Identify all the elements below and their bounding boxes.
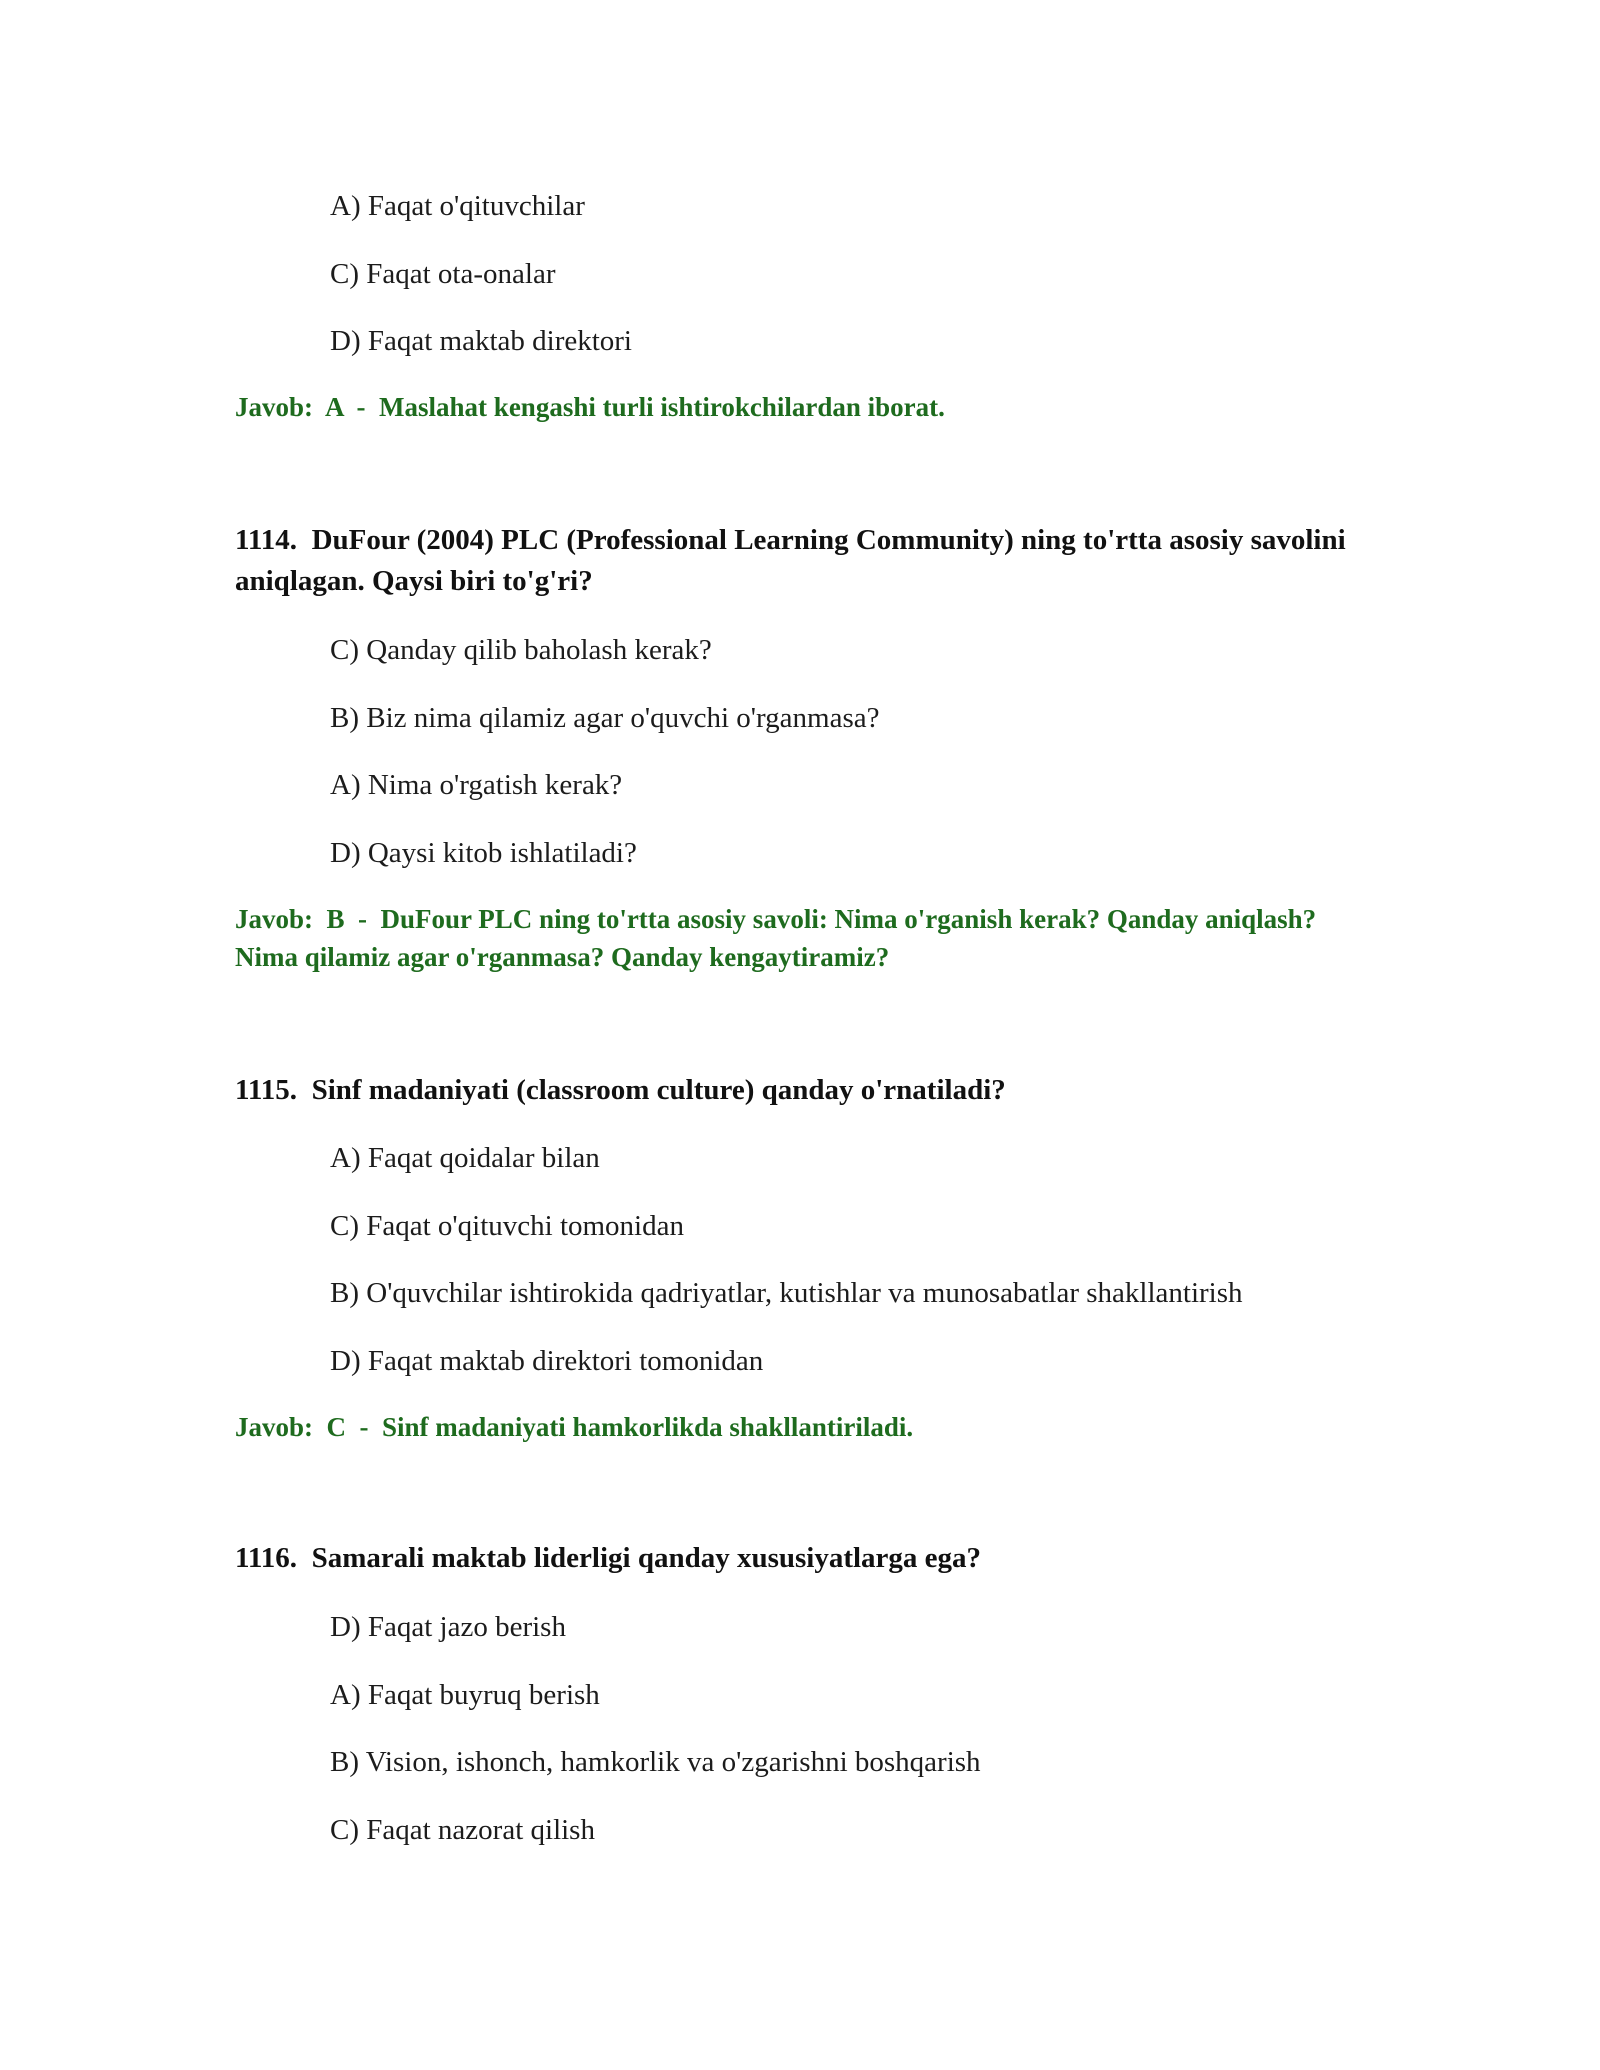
- top-option-a: A) Faqat o'qituvchilar: [330, 190, 585, 222]
- q1114-option-c: C) Qanday qilib baholash kerak?: [330, 634, 712, 666]
- question-number: 1116.: [235, 1542, 298, 1574]
- top-answer: [235, 388, 1365, 426]
- answer-dash: -: [356, 392, 366, 422]
- top-option-c: C) Faqat ota-onalar: [330, 258, 556, 290]
- question-1114: [235, 520, 1365, 602]
- answer-text: DuFour PLC ning to'rtta asosiy savoli: Nima o'rganish kerak? Qanday aniqlash? Nima qilamiz agar o'rganmasa? Qanday kengaytiramiz?: [235, 904, 1317, 972]
- answer-letter: A: [325, 392, 344, 422]
- answer-dash: -: [359, 1412, 369, 1442]
- question-text: Samarali maktab liderligi qanday xususiyatlarga ega?: [311, 1542, 982, 1574]
- question-1115: [235, 1070, 1365, 1111]
- question-number: 1115.: [235, 1074, 298, 1106]
- q1116-option-d: D) Faqat jazo berish: [330, 1611, 566, 1643]
- q1114-answer: [235, 900, 1365, 976]
- q1115-option-d: D) Faqat maktab direktori tomonidan: [330, 1345, 764, 1377]
- q1114-option-d: D) Qaysi kitob ishlatiladi?: [330, 837, 637, 869]
- answer-letter: C: [326, 1412, 347, 1442]
- question-number: 1114.: [235, 524, 298, 556]
- q1115-answer: [235, 1408, 1365, 1446]
- answer-letter: B: [326, 904, 345, 934]
- question-text: DuFour (2004) PLC (Professional Learning Community) ning to'rtta asosiy savolini aniqlagan. Qaysi biri to'g'ri?: [235, 524, 1346, 597]
- top-option-d: D) Faqat maktab direktori: [330, 325, 632, 357]
- q1116-option-a: A) Faqat buyruq berish: [330, 1679, 600, 1711]
- q1116-option-c: C) Faqat nazorat qilish: [330, 1814, 595, 1846]
- answer-text: Maslahat kengashi turli ishtirokchilardan iborat.: [379, 392, 945, 422]
- q1114-option-b: B) Biz nima qilamiz agar o'quvchi o'rganmasa?: [330, 702, 880, 734]
- q1115-option-c: C) Faqat o'qituvchi tomonidan: [330, 1210, 684, 1242]
- q1114-option-a: A) Nima o'rgatish kerak?: [330, 769, 623, 801]
- answer-label: Javob:: [235, 904, 314, 934]
- answer-label: Javob:: [235, 392, 314, 422]
- question-text: Sinf madaniyati (classroom culture) qanday o'rnatiladi?: [311, 1074, 1006, 1106]
- answer-label: Javob:: [235, 1412, 314, 1442]
- q1115-option-a: A) Faqat qoidalar bilan: [330, 1142, 600, 1174]
- q1115-option-b: B) O'quvchilar ishtirokida qadriyatlar, kutishlar va munosabatlar shakllantirish: [330, 1277, 1243, 1309]
- answer-text: Sinf madaniyati hamkorlikda shakllantiriladi.: [382, 1412, 914, 1442]
- answer-dash: -: [358, 904, 368, 934]
- q1116-option-b: B) Vision, ishonch, hamkorlik va o'zgarishni boshqarish: [330, 1746, 981, 1778]
- question-1116: [235, 1538, 1365, 1579]
